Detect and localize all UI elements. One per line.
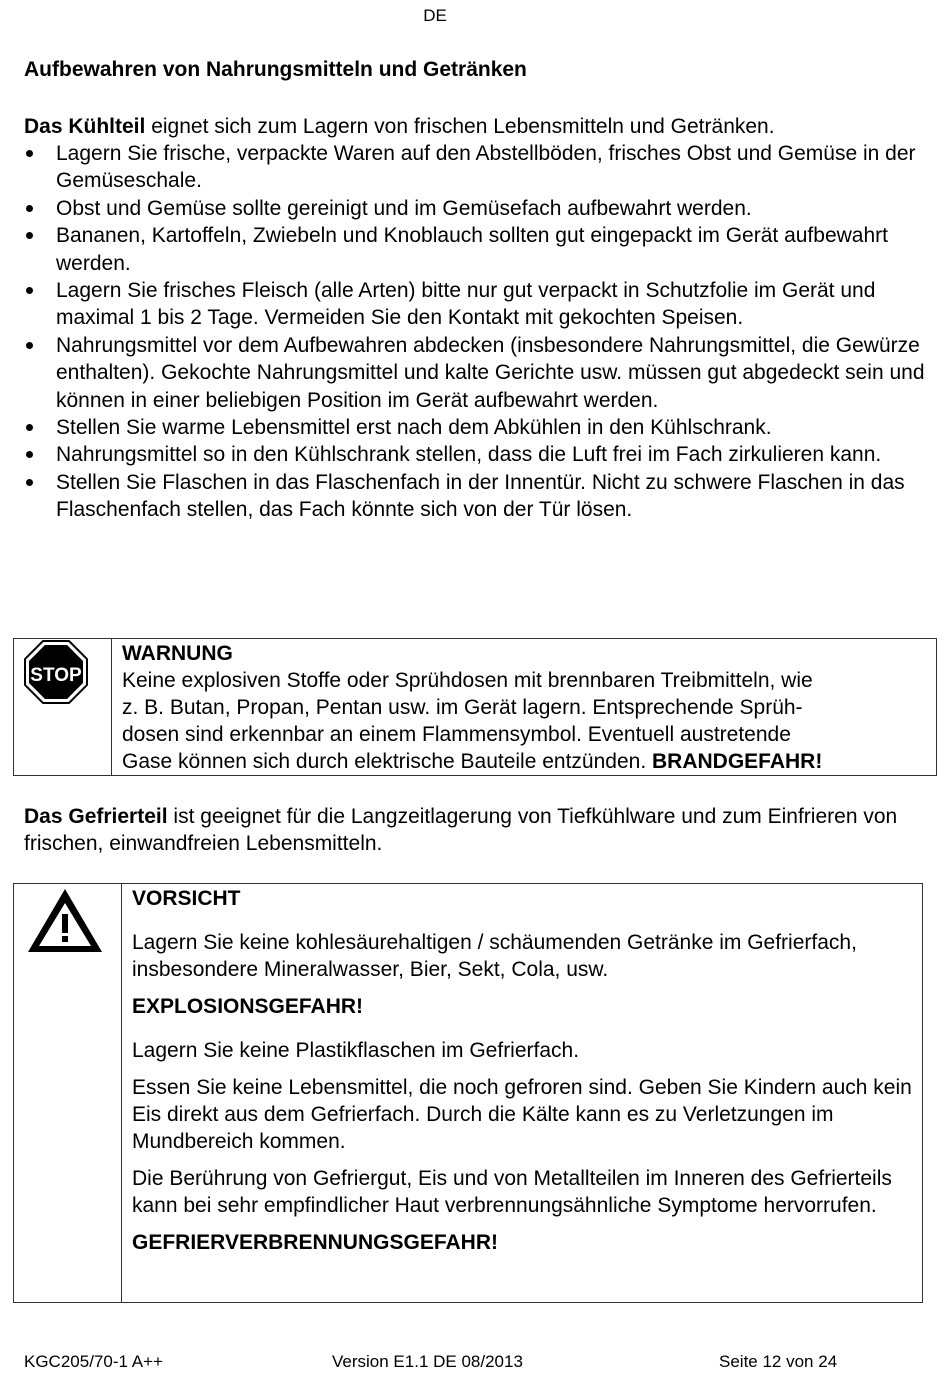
list-item	[24, 140, 934, 195]
caution-paragraph: Essen Sie keine Lebensmittel, die noch gefroren sind. Geben Sie Kindern auch kein Eis direkt aus dem Gefrierfach. Durch die Kälte kann es zu Verletzungen im Mundbereich kommen.	[132, 1076, 912, 1153]
freezer-intro-text: ist geeignet für die Langzeitlagerung von Tiefkühlware und zum Einfrieren von frischen, einwandfreien Lebensmitteln.	[24, 805, 898, 855]
list-item	[24, 469, 934, 524]
bullet-icon	[26, 479, 33, 486]
caution-paragraph: Lagern Sie keine kohlesäurehaltigen / schäumenden Getränke im Gefrierfach, insbesondere Mineralwasser, Bier, Sekt, Cola, usw.	[132, 931, 857, 981]
footer-page-number: Seite 12 von 24	[719, 1352, 838, 1371]
list-item	[24, 332, 934, 414]
list-item	[24, 222, 934, 277]
list-item	[24, 277, 934, 332]
caution-title: VORSICHT	[132, 887, 241, 910]
warning-line: dosen sind erkennbar an einem Flammensymbol. Eventuell austretende	[122, 723, 791, 746]
bullet-icon	[26, 150, 33, 157]
fridge-intro-text: eignet sich zum Lagern von frischen Lebensmitteln und Getränken.	[145, 115, 775, 138]
fridge-intro	[24, 113, 775, 140]
freezer-intro	[24, 803, 924, 857]
list-item-text: Stellen Sie warme Lebensmittel erst nach dem Abkühlen in den Kühlschrank.	[56, 416, 772, 440]
caution-box	[13, 883, 923, 1303]
warning-triangle-icon	[25, 886, 105, 956]
storage-tips-list	[24, 140, 934, 524]
warning-title: WARNUNG	[122, 642, 233, 665]
bullet-icon	[26, 232, 33, 239]
list-item-text: Nahrungsmittel vor dem Aufbewahren abdecken (insbesondere Nahrungsmittel, die Gewürze enthalten). Gekochte Nahrungsmittel und kalte Gerichte usw. müssen gut abgedeckt sein und können in einer beliebigen Position im Gerät aufbewahrt werden.	[56, 333, 925, 412]
stop-sign-icon	[23, 639, 89, 705]
fire-hazard-label: BRANDGEFAHR!	[652, 750, 823, 773]
caution-text	[122, 884, 912, 1302]
bullet-icon	[26, 287, 33, 294]
caution-paragraph: Lagern Sie keine Plastikflaschen im Gefrierfach.	[132, 1039, 580, 1062]
warning-line: Keine explosiven Stoffe oder Sprühdosen mit brennbaren Treibmitteln, wie	[122, 669, 813, 692]
footer-version: Version E1.1 DE 08/2013	[332, 1352, 523, 1371]
bullet-icon	[26, 342, 33, 349]
list-item-text: Nahrungsmittel so in den Kühlschrank stellen, dass die Luft frei im Fach zirkulieren kann.	[56, 443, 882, 467]
list-item-text: Lagern Sie frische, verpackte Waren auf den Abstellböden, frisches Obst und Gemüse in der Gemüseschale.	[56, 142, 916, 193]
list-item	[24, 414, 934, 441]
freezer-burn-hazard-label: GEFRIERVERBRENNUNGSGEFAHR!	[132, 1231, 498, 1254]
caution-paragraph: Die Berührung von Gefriergut, Eis und von Metallteilen im Inneren des Gefrierteils kann bei sehr empfindlicher Haut verbrennungsähnliche Symptome hervorrufen.	[132, 1167, 892, 1217]
warning-line-text: Gase können sich durch elektrische Bauteile entzünden.	[122, 750, 652, 773]
warning-text	[112, 639, 822, 775]
footer-model: KGC205/70-1 A++	[24, 1352, 163, 1371]
list-item	[24, 195, 934, 222]
list-item-text: Lagern Sie frisches Fleisch (alle Arten) bitte nur gut verpackt in Schutzfolie im Gerät und maximal 1 bis 2 Tage. Vermeiden Sie den Kontakt mit gekochten Speisen.	[56, 279, 876, 330]
explosion-hazard-label: EXPLOSIONSGEFAHR!	[132, 995, 364, 1018]
freezer-intro-bold: Das Gefrierteil	[24, 805, 168, 828]
warning-box	[13, 638, 937, 776]
list-item	[24, 441, 934, 468]
bullet-icon	[26, 424, 33, 431]
list-item-text: Stellen Sie Flaschen in das Flaschenfach in der Innentür. Nicht zu schwere Flaschen in das Flaschenfach stellen, das Fach könnte sich von der Tür lösen.	[56, 470, 905, 522]
warning-icon-cell	[14, 639, 112, 775]
warning-line	[122, 748, 822, 775]
bullet-icon	[26, 205, 33, 212]
section-heading: Aufbewahren von Nahrungsmitteln und Getränken	[24, 58, 527, 81]
caution-icon-cell	[14, 884, 122, 1302]
list-item-text: Obst und Gemüse sollte gereinigt und im Gemüsefach aufbewahrt werden.	[56, 196, 752, 220]
stop-sign-text: STOP	[30, 665, 82, 686]
bullet-icon	[26, 451, 33, 458]
list-item-text: Bananen, Kartoffeln, Zwiebeln und Knoblauch sollten gut eingepackt im Gerät aufbewahrt werden.	[56, 224, 888, 275]
warning-line: z. B. Butan, Propan, Pentan usw. im Gerät lagern. Entsprechende Sprüh-	[122, 696, 803, 719]
fridge-intro-bold: Das Kühlteil	[24, 115, 146, 138]
language-label: DE	[423, 6, 447, 25]
